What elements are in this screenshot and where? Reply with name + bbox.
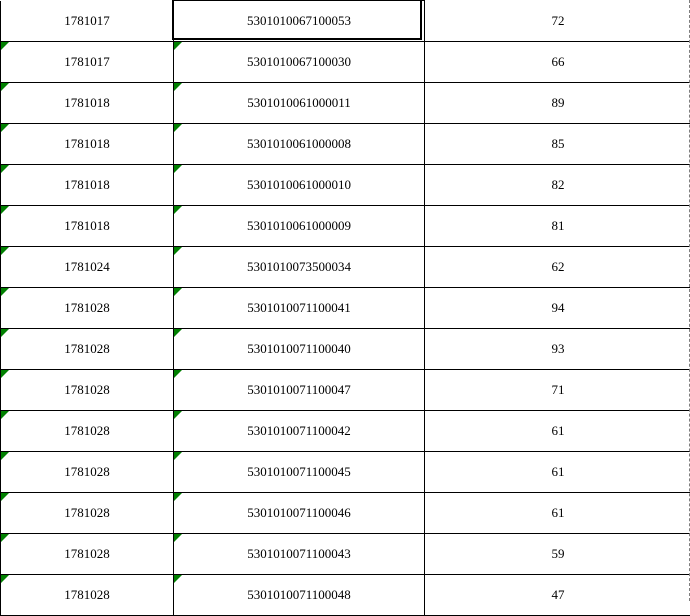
cell-code-text: 1781028 <box>64 587 110 602</box>
cell-id-text: 5301010061000009 <box>247 218 351 233</box>
table-row[interactable] <box>1 247 690 288</box>
cell-comment-marker-icon <box>174 534 182 542</box>
cell-comment-marker-icon <box>1 452 9 460</box>
cell-id[interactable] <box>174 370 425 411</box>
cell-comment-marker-icon <box>174 288 182 296</box>
table-row[interactable] <box>1 534 690 575</box>
table-row[interactable] <box>1 575 690 616</box>
cell-score-text: 82 <box>552 177 565 192</box>
cell-id[interactable] <box>174 329 425 370</box>
cell-id[interactable] <box>174 206 425 247</box>
cell-score[interactable] <box>425 411 690 452</box>
cell-id[interactable] <box>174 411 425 452</box>
cell-id[interactable] <box>174 42 425 83</box>
cell-id-text: 5301010071100042 <box>247 423 351 438</box>
cell-id-text: 5301010071100048 <box>247 587 351 602</box>
cell-id[interactable] <box>174 1 425 42</box>
cell-score-text: 47 <box>552 587 565 602</box>
table-row[interactable] <box>1 206 690 247</box>
cell-comment-marker-icon <box>1 42 9 50</box>
cell-code-text: 1781018 <box>64 218 110 233</box>
table-row[interactable] <box>1 452 690 493</box>
cell-code-text: 1781028 <box>64 464 110 479</box>
cell-code-text: 1781028 <box>64 546 110 561</box>
cell-id[interactable] <box>174 288 425 329</box>
cell-score[interactable] <box>425 534 690 575</box>
cell-id-text: 5301010061000008 <box>247 136 351 151</box>
cell-comment-marker-icon <box>174 42 182 50</box>
cell-score-text: 61 <box>552 464 565 479</box>
table-row[interactable] <box>1 1 690 42</box>
cell-id[interactable] <box>174 493 425 534</box>
cell-score-text: 93 <box>552 341 565 356</box>
cell-score-text: 94 <box>552 300 565 315</box>
cell-code-text: 1781018 <box>64 177 110 192</box>
table-row[interactable] <box>1 288 690 329</box>
cell-score-text: 61 <box>552 505 565 520</box>
cell-comment-marker-icon <box>174 247 182 255</box>
cell-comment-marker-icon <box>1 534 9 542</box>
cell-score-text: 61 <box>552 423 565 438</box>
cell-code-text: 1781024 <box>64 259 110 274</box>
cell-comment-marker-icon <box>1 575 9 583</box>
cell-code[interactable] <box>1 493 174 534</box>
cell-comment-marker-icon <box>1 206 9 214</box>
cell-score-text: 66 <box>552 54 565 69</box>
cell-id-text: 5301010071100041 <box>247 300 351 315</box>
cell-id[interactable] <box>174 124 425 165</box>
table-row[interactable] <box>1 493 690 534</box>
cell-id-text: 5301010061000011 <box>247 95 351 110</box>
cell-comment-marker-icon <box>174 575 182 583</box>
cell-id-text: 5301010071100045 <box>247 464 351 479</box>
cell-code[interactable] <box>1 124 174 165</box>
cell-comment-marker-icon <box>1 370 9 378</box>
cell-score-text: 81 <box>552 218 565 233</box>
cell-comment-marker-icon <box>174 206 182 214</box>
cell-id-text: 5301010067100030 <box>247 54 351 69</box>
cell-score[interactable] <box>425 42 690 83</box>
cell-score-text: 62 <box>552 259 565 274</box>
cell-score[interactable] <box>425 370 690 411</box>
cell-comment-marker-icon <box>174 411 182 419</box>
cell-code-text: 1781028 <box>64 382 110 397</box>
cell-score-text: 85 <box>552 136 565 151</box>
cell-comment-marker-icon <box>1 329 9 337</box>
cell-id[interactable] <box>174 534 425 575</box>
cell-score[interactable] <box>425 83 690 124</box>
cell-score[interactable] <box>425 124 690 165</box>
cell-comment-marker-icon <box>174 83 182 91</box>
cell-code-text: 1781028 <box>64 300 110 315</box>
cell-comment-marker-icon <box>1 288 9 296</box>
cell-score[interactable] <box>425 206 690 247</box>
cell-code[interactable] <box>1 575 174 616</box>
cell-code-text: 1781028 <box>64 423 110 438</box>
table-row[interactable] <box>1 165 690 206</box>
cell-id[interactable] <box>174 452 425 493</box>
cell-code[interactable] <box>1 370 174 411</box>
cell-comment-marker-icon <box>174 165 182 173</box>
cell-code[interactable] <box>1 411 174 452</box>
cell-id[interactable] <box>174 247 425 288</box>
cell-comment-marker-icon <box>1 411 9 419</box>
cell-code-text: 1781018 <box>64 95 110 110</box>
cell-id-text: 5301010071100046 <box>247 505 351 520</box>
cell-score[interactable] <box>425 452 690 493</box>
cell-comment-marker-icon <box>174 124 182 132</box>
cell-code[interactable] <box>1 534 174 575</box>
table-row[interactable] <box>1 329 690 370</box>
cell-comment-marker-icon <box>1 83 9 91</box>
cell-id-text: 5301010071100043 <box>247 546 351 561</box>
cell-id-text: 5301010073500034 <box>247 259 351 274</box>
cell-comment-marker-icon <box>174 452 182 460</box>
cell-score[interactable] <box>425 1 690 42</box>
cell-id[interactable] <box>174 575 425 616</box>
cell-score[interactable] <box>425 247 690 288</box>
cell-score-text: 89 <box>552 95 565 110</box>
cell-code-text: 1781017 <box>64 13 110 28</box>
cell-id[interactable] <box>174 165 425 206</box>
cell-code[interactable] <box>1 206 174 247</box>
cell-id-text: 5301010061000010 <box>247 177 351 192</box>
cell-code[interactable] <box>1 247 174 288</box>
table-row[interactable] <box>1 42 690 83</box>
cell-comment-marker-icon <box>1 493 9 501</box>
cell-code-text: 1781018 <box>64 136 110 151</box>
cell-id[interactable] <box>174 83 425 124</box>
table-row[interactable] <box>1 124 690 165</box>
cell-id-text: 5301010067100053 <box>247 13 351 28</box>
table-body <box>1 1 690 616</box>
cell-id-text: 5301010071100047 <box>247 382 351 397</box>
cell-score[interactable] <box>425 165 690 206</box>
cell-code[interactable] <box>1 1 174 42</box>
cell-code[interactable] <box>1 42 174 83</box>
cell-code[interactable] <box>1 83 174 124</box>
cell-code[interactable] <box>1 288 174 329</box>
cell-comment-marker-icon <box>1 165 9 173</box>
table-row[interactable] <box>1 370 690 411</box>
cell-score-text: 72 <box>552 13 565 28</box>
cell-score[interactable] <box>425 288 690 329</box>
cell-comment-marker-icon <box>174 329 182 337</box>
cell-comment-marker-icon <box>1 124 9 132</box>
cell-score[interactable] <box>425 493 690 534</box>
cell-code[interactable] <box>1 329 174 370</box>
cell-score[interactable] <box>425 575 690 616</box>
cell-code[interactable] <box>1 165 174 206</box>
cell-id-text: 5301010071100040 <box>247 341 351 356</box>
cell-score[interactable] <box>425 329 690 370</box>
cell-comment-marker-icon <box>174 493 182 501</box>
cell-code[interactable] <box>1 452 174 493</box>
cell-score-text: 71 <box>552 382 565 397</box>
cell-comment-marker-icon <box>174 370 182 378</box>
table-row[interactable] <box>1 411 690 452</box>
cell-code-text: 1781028 <box>64 341 110 356</box>
cell-score-text: 59 <box>552 546 565 561</box>
table-row[interactable] <box>1 83 690 124</box>
cell-comment-marker-icon <box>1 247 9 255</box>
cell-code-text: 1781028 <box>64 505 110 520</box>
cell-code-text: 1781017 <box>64 54 110 69</box>
